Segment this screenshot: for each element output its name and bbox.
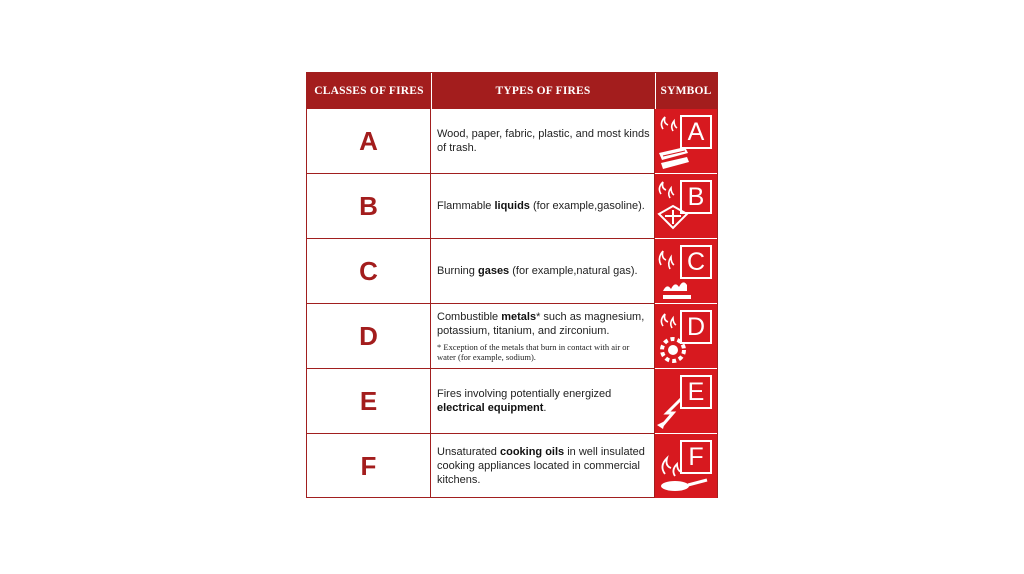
symbol-letter: D <box>680 310 712 344</box>
type-description <box>431 369 655 434</box>
symbol-letter: B <box>680 180 712 214</box>
class-letter: A <box>307 109 431 174</box>
table-row <box>307 304 717 369</box>
description-text: Flammable liquids (for example,gasoline). <box>437 200 645 212</box>
symbol-cell <box>655 109 717 174</box>
table-header <box>307 73 717 109</box>
description-text: Combustible metals* such as magnesium, potassium, titanium, and zirconium. <box>437 311 645 337</box>
description-text: Wood, paper, fabric, plastic, and most kinds of trash. <box>437 128 650 154</box>
class-letter: C <box>307 239 431 304</box>
type-description <box>431 304 655 369</box>
table-row <box>307 434 717 498</box>
class-letter: D <box>307 304 431 369</box>
type-description <box>431 109 655 174</box>
description-text: Fires involving potentially energized electrical equipment. <box>437 388 612 414</box>
table-row <box>307 369 717 434</box>
type-description <box>431 434 655 498</box>
description-text: Burning gases (for example,natural gas). <box>437 265 638 277</box>
class-letter: B <box>307 174 431 239</box>
symbol-cell <box>655 239 717 304</box>
symbol-letter: E <box>680 375 712 409</box>
table-row <box>307 109 717 174</box>
footnote: * Exception of the metals that burn in contact with air or water (for example, sodium). <box>437 342 630 362</box>
symbol-letter: A <box>680 115 712 149</box>
type-description <box>431 174 655 239</box>
symbol-letter: F <box>680 440 712 474</box>
class-letter: F <box>307 434 431 498</box>
class-letter: E <box>307 369 431 434</box>
symbol-letter: C <box>680 245 712 279</box>
header-symbol: SYMBOL <box>660 85 712 97</box>
description-text: Unsaturated cooking oils in well insulated cooking appliances located in commercial kitchens. <box>437 446 645 486</box>
table-row <box>307 239 717 304</box>
symbol-cell <box>655 434 717 498</box>
type-description <box>431 239 655 304</box>
table-row <box>307 174 717 239</box>
header-classes: CLASSES OF FIRES <box>314 85 424 97</box>
fire-classes-table <box>306 72 718 498</box>
symbol-cell <box>655 304 717 369</box>
header-types: TYPES OF FIRES <box>495 85 591 97</box>
symbol-cell <box>655 174 717 239</box>
symbol-cell <box>655 369 717 434</box>
